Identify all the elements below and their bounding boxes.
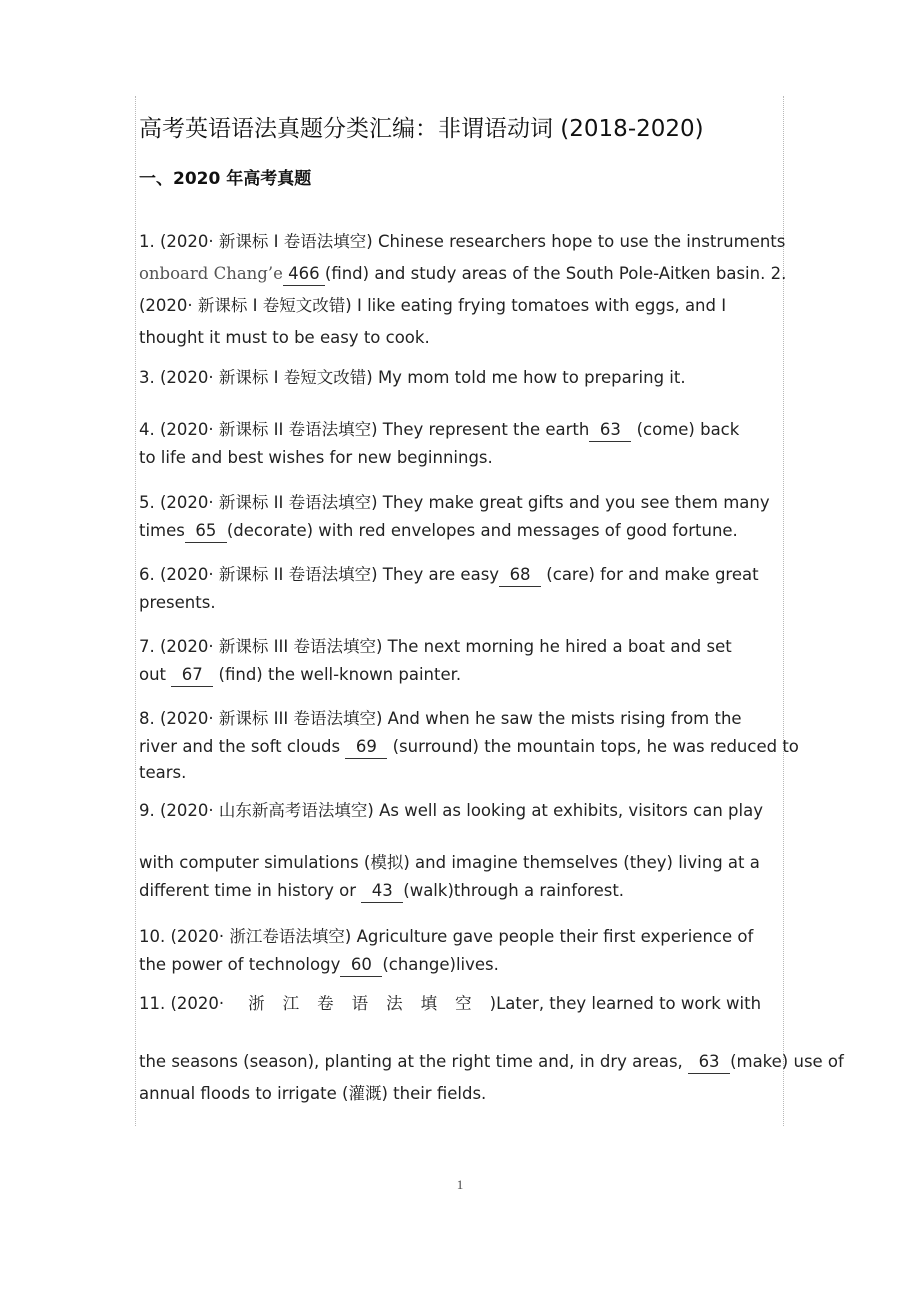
question-item-9: [139, 795, 791, 907]
item-line: tears.: [139, 763, 187, 782]
item-line: 7. (2020· 新课标 III 卷语法填空) The next morning he hired a boat and set: [139, 637, 732, 656]
item-text: 浙江卷语法填空: [248, 994, 490, 1013]
item-text: (change)lives.: [382, 955, 499, 974]
question-item-3: [139, 362, 791, 394]
item-line: 5. (2020· 新课标 II 卷语法填空) They make great gifts and you see them many: [139, 493, 770, 512]
item-text: (make) use of: [730, 1052, 844, 1071]
item-text: (decorate) with red envelopes and messages of good fortune.: [226, 521, 738, 540]
left-margin-rule: [135, 96, 136, 1126]
answer-blank: 466: [283, 263, 325, 286]
item-line: with computer simulations (模拟) and imagine themselves (they) living at a: [139, 853, 760, 872]
document-title: 高考英语语法真题分类汇编：非谓语动词 (2018-2020): [139, 116, 704, 142]
item-text: the seasons (season), planting at the right time and, in dry areas,: [139, 1052, 689, 1071]
item-text: times: [139, 521, 185, 540]
item-text: (care) for and make great: [541, 565, 759, 584]
item-line: 9. (2020· 山东新高考语法填空) As well as looking at exhibits, visitors can play: [139, 801, 763, 820]
item-text: 11. (2020·: [139, 994, 225, 1013]
item-line: [139, 949, 791, 981]
answer-blank: 63: [688, 1051, 730, 1074]
item-text: river and the soft clouds: [139, 737, 346, 756]
item-line: [139, 559, 791, 591]
item-line: annual floods to irrigate (灌溉) their fields.: [139, 1084, 487, 1103]
item-line: [139, 875, 791, 907]
question-item-4: [139, 414, 791, 474]
item-line: [139, 258, 791, 290]
answer-blank: 63: [589, 419, 631, 442]
item-line: [139, 659, 791, 691]
question-item-11: [139, 988, 844, 1110]
item-line: [139, 731, 799, 763]
item-line: [139, 1046, 844, 1078]
item-line: [139, 515, 791, 547]
answer-blank: 67: [171, 664, 213, 687]
item-text: )Later, they learned to work with: [489, 994, 762, 1013]
question-item-10: [139, 921, 791, 981]
item-line: presents.: [139, 593, 216, 612]
item-text: (come) back: [631, 420, 740, 439]
question-item-8: [139, 703, 799, 789]
item-line: thought it must to be easy to cook.: [139, 328, 430, 347]
item-line: (2020· 新课标 I 卷短文改错) I like eating frying tomatoes with eggs, and I: [139, 296, 727, 315]
page-number: 1: [456, 1177, 464, 1192]
question-item-1-2: [139, 226, 791, 354]
item-text: (walk)through a rainforest.: [403, 881, 625, 900]
item-text: the power of technology: [139, 955, 341, 974]
item-line: 10. (2020· 浙江卷语法填空) Agriculture gave people their first experience of: [139, 927, 754, 946]
answer-blank: 69: [345, 736, 387, 759]
question-item-7: [139, 631, 791, 691]
item-text: onboard Chang’e: [139, 264, 283, 283]
answer-blank: 43: [361, 880, 403, 903]
item-text: (find) and study areas of the South Pole-Aitken basin. 2.: [324, 264, 787, 283]
item-line: 3. (2020· 新课标 I 卷短文改错) My mom told me how to preparing it.: [139, 368, 686, 387]
item-text: out: [139, 665, 172, 684]
answer-blank: 60: [340, 954, 382, 977]
item-text: 6. (2020· 新课标 II 卷语法填空) They are easy: [139, 565, 500, 584]
item-text: (find) the well-known painter.: [213, 665, 462, 684]
answer-blank: 68: [499, 564, 541, 587]
item-line: [139, 988, 791, 1020]
item-line: to life and best wishes for new beginnings.: [139, 448, 493, 467]
section-heading: 一、2020 年高考真题: [139, 169, 312, 189]
item-text: different time in history or: [139, 881, 362, 900]
question-item-5: [139, 487, 791, 547]
item-text: 4. (2020· 新课标 II 卷语法填空) They represent the earth: [139, 420, 590, 439]
item-line: 8. (2020· 新课标 III 卷语法填空) And when he saw the mists rising from the: [139, 709, 742, 728]
answer-blank: 65: [185, 520, 227, 543]
question-item-6: [139, 559, 791, 619]
item-line: 1. (2020· 新课标 I 卷语法填空) Chinese researchers hope to use the instruments: [139, 232, 786, 251]
item-text: (surround) the mountain tops, he was reduced to: [387, 737, 799, 756]
